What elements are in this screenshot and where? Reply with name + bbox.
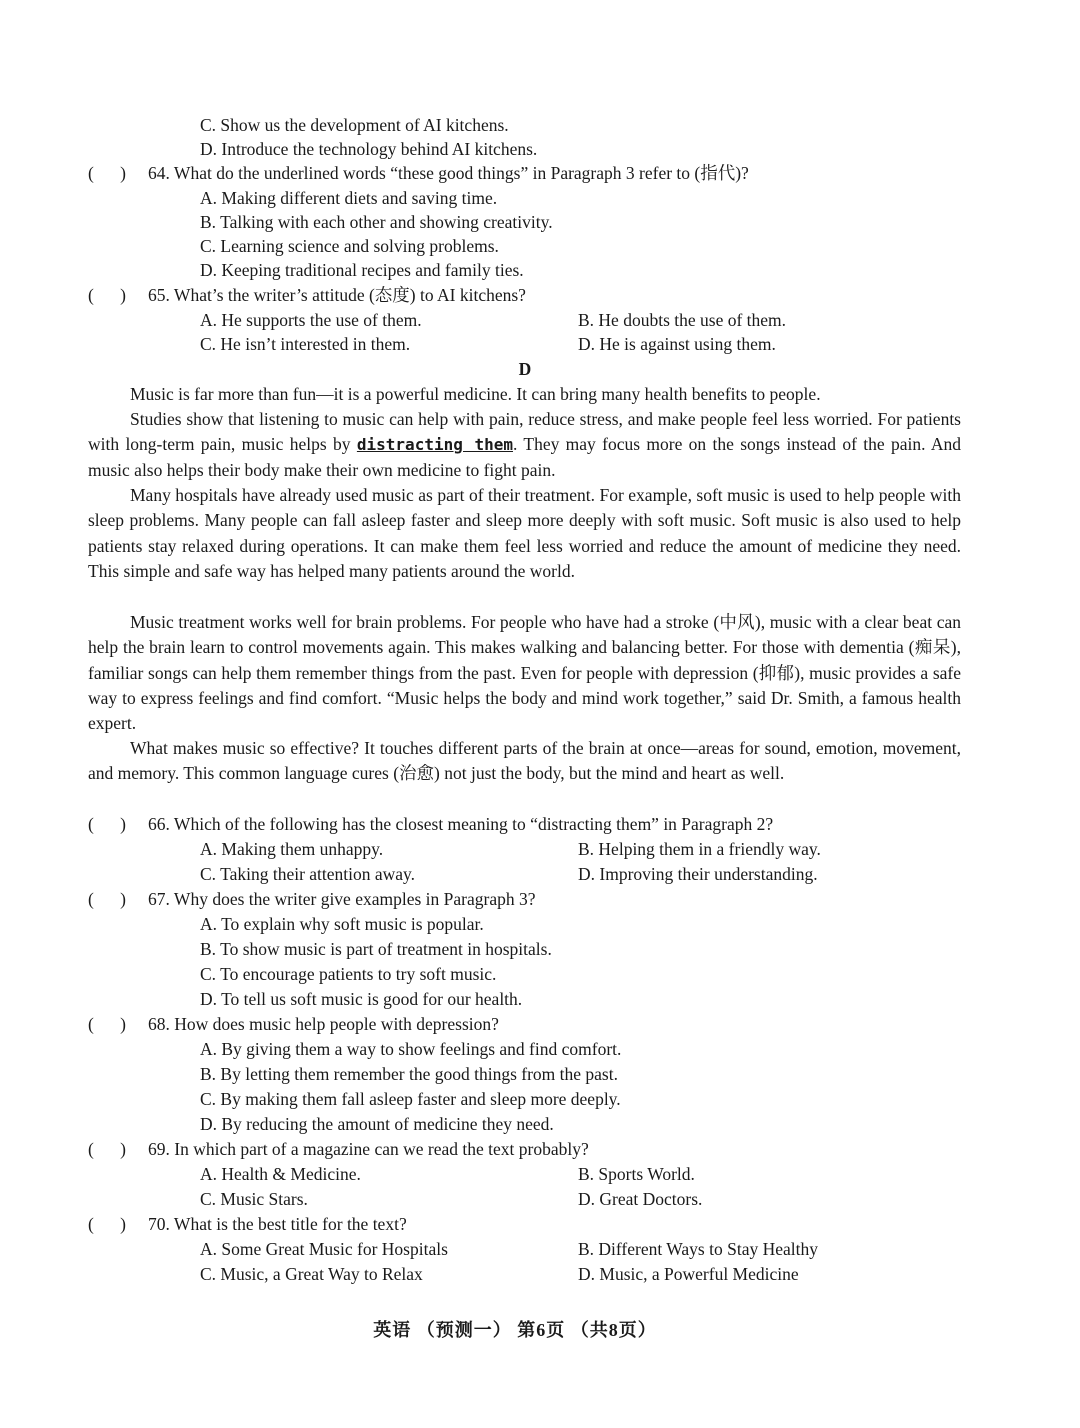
q70-option-b: B. Different Ways to Stay Healthy [578,1239,818,1259]
q70-question: 70. What is the best title for the text? [148,1214,407,1234]
passage-paragraph-3: Many hospitals have already used music as part of their treatment. For example, soft music is used to help people with sleep problems. Many people can fall asleep faster and sleep more deeply with soft music. Soft music is also used to help patients stay relaxed during operations. It can make them feel less worried and reduce the amount of medicine they need. This simple and safe way has helped many patients around the world. [88,485,961,581]
q68-option-a: A. By giving them a way to show feelings and find comfort. [200,1039,622,1059]
q64-question: 64. What do the underlined words “these good things” in Paragraph 3 refer to (指代)? [148,163,749,183]
q64-option-b: B. Talking with each other and showing creativity. [200,212,553,232]
q63-option-d: D. Introduce the technology behind AI kitchens. [200,139,538,159]
q65-option-c: C. He isn’t interested in them. [200,334,411,354]
paragraph-2-text-end: . They may focus more on the songs instead of the pain. And music also helps their body make their own medicine to fight pain. [88,434,961,480]
q68-option-b: B. By letting them remember the good things from the past. [200,1064,618,1084]
passage-paragraph-1: Music is far more than fun—it is a powerful medicine. It can bring many health benefits to people. [130,384,821,404]
q70-option-d: D. Music, a Powerful Medicine [578,1264,799,1284]
q64-answer-bracket[interactable]: ( ) [88,163,126,183]
q69-option-d: D. Great Doctors. [578,1189,703,1209]
q70-answer-bracket[interactable]: ( ) [88,1214,126,1234]
q63-option-c: C. Show us the development of AI kitchens. [200,115,509,135]
q68-answer-bracket[interactable]: ( ) [88,1014,126,1034]
q66-option-d: D. Improving their understanding. [578,864,818,884]
q66-option-c: C. Taking their attention away. [200,864,416,884]
q65-question: 65. What’s the writer’s attitude (态度) to AI kitchens? [148,285,526,305]
q68-option-c: C. By making them fall asleep faster and sleep more deeply. [200,1089,621,1109]
q69-option-b: B. Sports World. [578,1164,695,1184]
q65-option-a: A. He supports the use of them. [200,310,422,330]
underlined-phrase: distracting them [356,435,513,455]
q66-option-b: B. Helping them in a friendly way. [578,839,821,859]
q66-option-a: A. Making them unhappy. [200,839,384,859]
passage-paragraph-4: Music treatment works well for brain problems. For people who have had a stroke (中风), music with a clear beat can help the brain learn to control movements again. This makes walking and balancing better. For those with dementia (痴呆), familiar songs can help them remember things from the past. Even for people with depression (抑郁), music provides a safe way to express feelings and find comfort. “Music helps the body and mind work together,” said Dr. Smith, a famous health expert. [88,612,961,734]
q64-option-d: D. Keeping traditional recipes and family ties. [200,260,524,280]
q67-option-b: B. To show music is part of treatment in hospitals. [200,939,552,959]
q70-option-c: C. Music, a Great Way to Relax [200,1264,423,1284]
q67-option-c: C. To encourage patients to try soft music. [200,964,497,984]
q69-option-a: A. Health & Medicine. [200,1164,361,1184]
q68-question: 68. How does music help people with depression? [148,1014,499,1034]
q65-option-b: B. He doubts the use of them. [578,310,787,330]
q67-question: 67. Why does the writer give examples in Paragraph 3? [148,889,536,909]
q70-option-a: A. Some Great Music for Hospitals [200,1239,448,1259]
q67-option-d: D. To tell us soft music is good for our health. [200,989,523,1009]
q64-option-c: C. Learning science and solving problems. [200,236,499,256]
q69-question: 69. In which part of a magazine can we read the text probably? [148,1139,589,1159]
q65-option-d: D. He is against using them. [578,334,776,354]
q66-question: 66. Which of the following has the closest meaning to “distracting them” in Paragraph 2? [148,814,774,834]
q67-answer-bracket[interactable]: ( ) [88,889,126,909]
q67-option-a: A. To explain why soft music is popular. [200,914,484,934]
q64-option-a: A. Making different diets and saving time. [200,188,498,208]
paragraph-2-text-start: Studies show that listening to music can help with pain, reduce stress, and make people feel less worried. For patients with long-term pain, music helps by [88,409,961,455]
q69-option-c: C. Music Stars. [200,1189,308,1209]
q68-option-d: D. By reducing the amount of medicine they need. [200,1114,554,1134]
passage-paragraph-5: What makes music so effective? It touches different parts of the brain at once—areas for sound, emotion, movement, and memory. This common language cures (治愈) not just the body, but the mind and heart as well. [88,738,961,784]
q65-answer-bracket[interactable]: ( ) [88,285,126,305]
page-footer: 英语 （预测一） 第6页 （共8页） [373,1320,657,1340]
passage-paragraph-2 [88,407,961,483]
q66-answer-bracket[interactable]: ( ) [88,814,126,834]
q69-answer-bracket[interactable]: ( ) [88,1139,126,1159]
section-heading-d: D [518,359,532,379]
